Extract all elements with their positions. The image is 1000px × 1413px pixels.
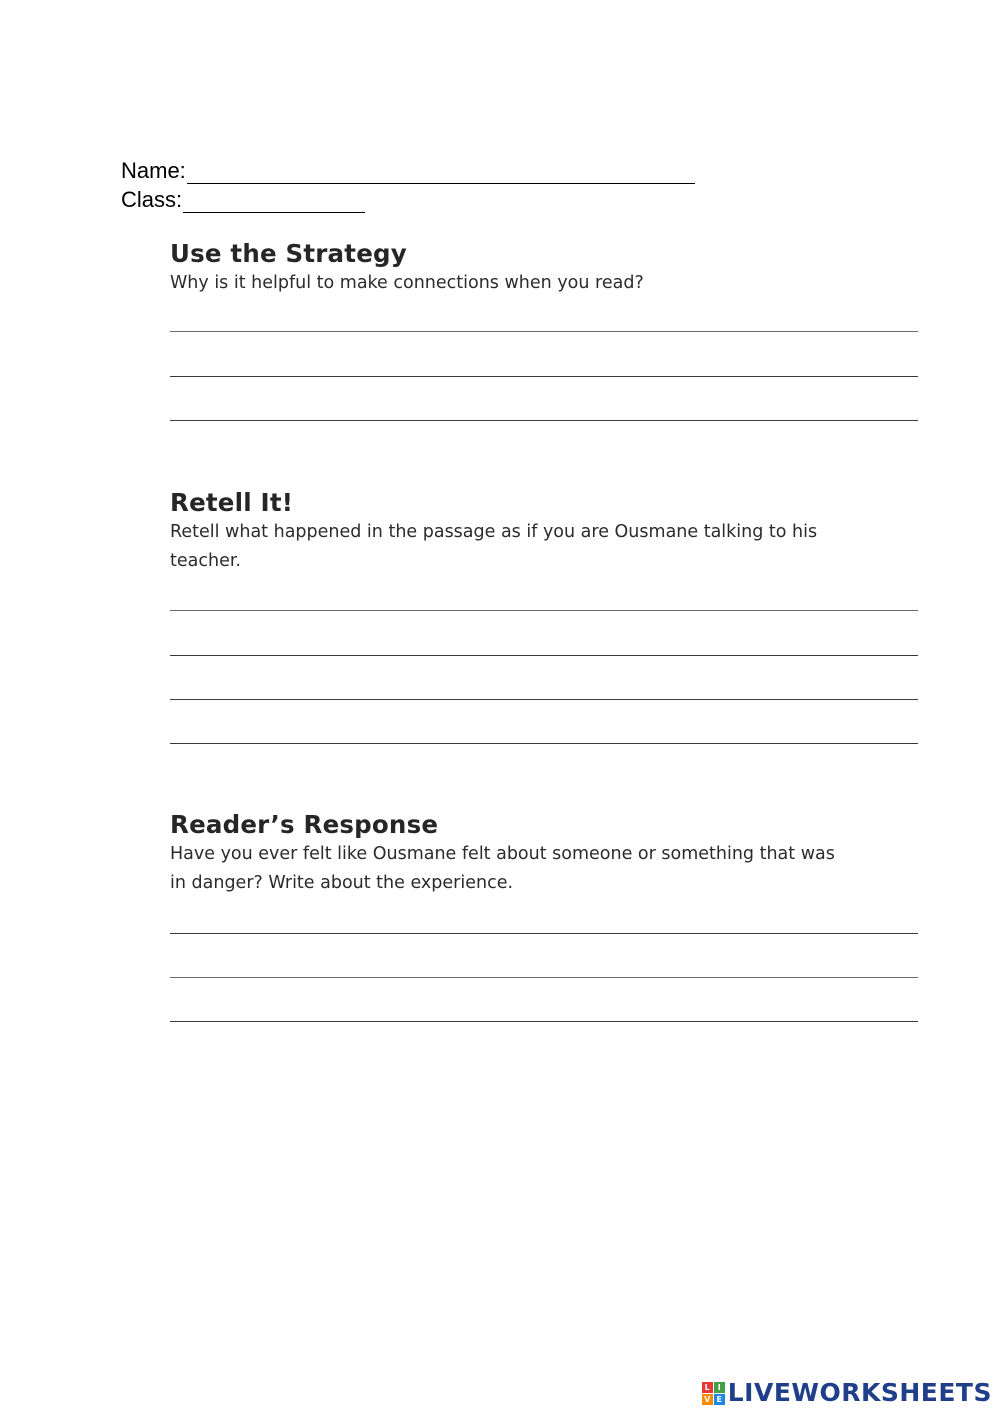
section-prompt: Why is it helpful to make connections when you read?: [170, 273, 644, 293]
section-prompt-line: Retell what happened in the passage as if you are Ousmane talking to his: [170, 522, 818, 542]
section-title: Reader’s Response: [170, 810, 439, 839]
use-the-strategy-section: [170, 239, 960, 298]
answer-line[interactable]: [170, 420, 918, 421]
logo-letter-e: E: [714, 1394, 725, 1405]
class-label: Class:: [121, 187, 183, 212]
class-blank-line[interactable]: [183, 192, 365, 213]
retell-it-section: [170, 488, 960, 576]
liveworksheets-logo: [702, 1379, 992, 1407]
answer-line[interactable]: [170, 743, 918, 744]
name-label: Name:: [121, 158, 186, 183]
answer-line[interactable]: [170, 977, 918, 978]
class-field[interactable]: [121, 187, 365, 213]
section-title: Retell It!: [170, 488, 294, 517]
logo-letter-i: I: [714, 1382, 725, 1393]
section-prompt-line: Have you ever felt like Ousmane felt about someone or something that was: [170, 844, 835, 864]
name-blank-line[interactable]: [187, 163, 695, 184]
answer-line[interactable]: [170, 933, 918, 934]
answer-line[interactable]: [170, 1021, 918, 1022]
answer-line[interactable]: [170, 610, 918, 611]
answer-line[interactable]: [170, 331, 918, 332]
readers-response-section: [170, 810, 960, 898]
section-title: Use the Strategy: [170, 239, 407, 268]
answer-line[interactable]: [170, 655, 918, 656]
brand-name: LIVEWORKSHEETS: [727, 1378, 992, 1407]
logo-letter-l: L: [702, 1382, 713, 1393]
answer-line[interactable]: [170, 699, 918, 700]
logo-letter-v: V: [702, 1394, 713, 1405]
logo-mark-icon: [702, 1382, 725, 1405]
name-field[interactable]: [121, 158, 695, 184]
section-prompt-line: teacher.: [170, 551, 241, 571]
section-prompt-line: in danger? Write about the experience.: [170, 873, 514, 893]
answer-line[interactable]: [170, 376, 918, 377]
